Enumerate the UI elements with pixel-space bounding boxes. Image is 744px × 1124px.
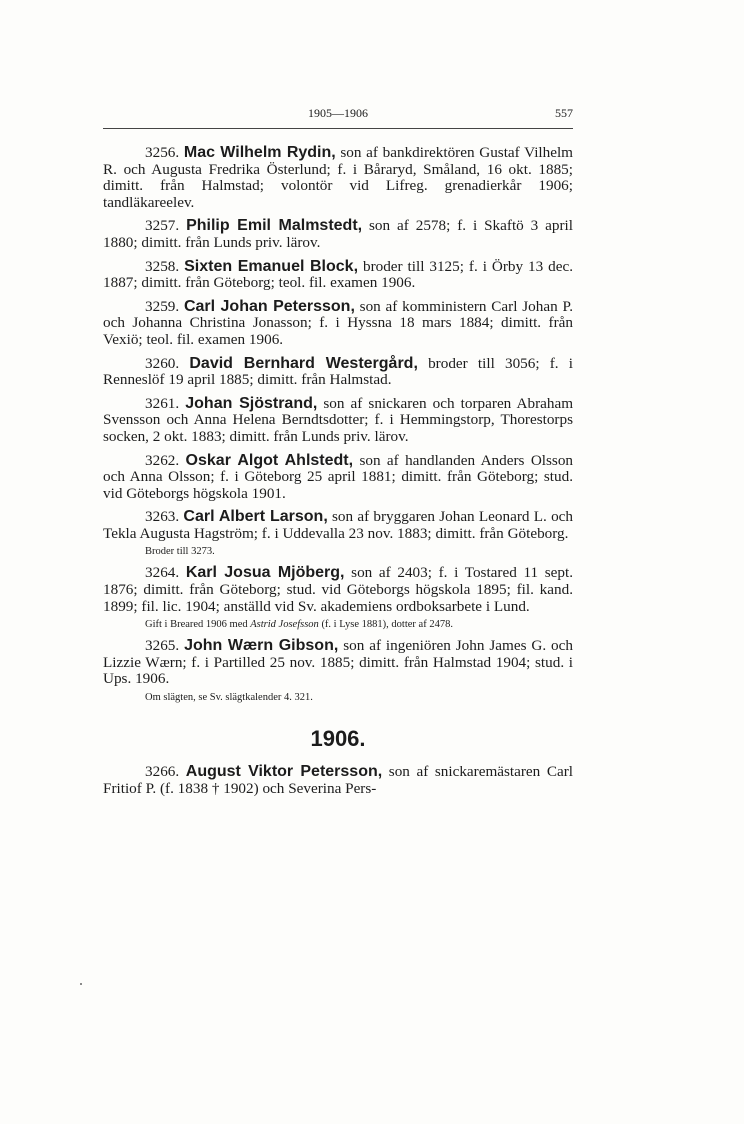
entry-list bbox=[103, 145, 573, 797]
entry-3258: 3258. Sixten Emanuel Block, broder till 3125; f. i Örby 13 dec. 1887; dimitt. från Göteborg; teol. fil. examen 1906. bbox=[103, 257, 574, 292]
book-page bbox=[103, 106, 573, 804]
header-rule bbox=[103, 128, 573, 129]
section-year-heading: 1906. bbox=[310, 726, 366, 752]
page-number: 557 bbox=[555, 106, 573, 120]
entry-note: Broder till 3273. bbox=[145, 546, 215, 558]
entry-3264: 3264. Karl Josua Mjöberg, son af 2403; f. i Tostared 11 sept. 1876; dimitt. från Göteborg; stud. vid Göteborgs högskola 1895; fil. kand. 1899; fil. lic. 1904; anställd vid Sv. akademiens ordboksarbete i Lund. bbox=[103, 564, 574, 615]
running-header bbox=[103, 106, 573, 126]
entry-name: Carl Johan Petersson, bbox=[183, 297, 355, 315]
entry-name: Oskar Algot Ahlstedt, bbox=[185, 451, 354, 469]
entry-name: August Viktor Petersson, bbox=[185, 763, 383, 781]
entry-3263: 3263. Carl Albert Larson, son af bryggaren Johan Leonard L. och Tekla Augusta Hagström; f. i Uddevalla 23 nov. 1883; dimitt. från Göteborg. bbox=[103, 508, 573, 542]
entry-3256: 3256. Mac Wilhelm Rydin, son af bankdirektören Gustaf Vilhelm R. och Augusta Fredrika Österlund; f. i Båraryd, Småland, 16 okt. 1885; dimitt. från Halmstad; volontör vid Lifreg. grenadierkår 1906; tandläkareelev. bbox=[103, 144, 573, 211]
entry-name: Mac Wilhelm Rydin, bbox=[183, 144, 336, 161]
entry-3265: 3265. John Wærn Gibson, son af ingeniören John James G. och Lizzie Wærn; f. i Partilled 25 nov. 1885; dimitt. från Halmstad 1904; stud. i Ups. 1906. bbox=[103, 637, 573, 688]
entry-name: Johan Sjöstrand, bbox=[185, 394, 318, 412]
entry-3260: 3260. David Bernhard Westergård, broder till 3056; f. i Renneslöf 19 april 1885; dimitt. från Halmstad. bbox=[103, 354, 574, 389]
entry-3266: 3266. August Viktor Petersson, son af snickaremästaren Carl Fritiof P. (f. 1838 † 1902) och Severina Pers- bbox=[103, 763, 574, 797]
entry-name: Karl Josua Mjöberg, bbox=[185, 564, 345, 582]
page-speck bbox=[80, 983, 82, 985]
entry-3262: 3262. Oskar Algot Ahlstedt, son af handlanden Anders Olsson och Anna Olsson; f. i Göteborg 25 april 1881; dimitt. från Göteborg; stud. vid Göteborgs högskola 1901. bbox=[103, 451, 574, 502]
entry-name: David Bernhard Westergård, bbox=[189, 354, 418, 372]
entry-name: Sixten Emanuel Block, bbox=[184, 257, 359, 275]
entry-name: Carl Albert Larson, bbox=[183, 508, 328, 526]
entry-name: Philip Emil Malmstedt, bbox=[186, 217, 363, 235]
header-years: 1905—1906 bbox=[308, 106, 368, 120]
entry-3261: 3261. Johan Sjöstrand, son af snickaren och torparen Abraham Svensson och Anna Helena Berndtsdotter; f. i Hemmingstorp, Thorestorps socken, 2 okt. 1883; dimitt. från Lunds priv. lärov. bbox=[103, 394, 574, 445]
entry-note: Gift i Breared 1906 med Astrid Josefsson (f. i Lyse 1881), dotter af 2478. bbox=[145, 619, 453, 631]
entry-note: Om slägten, se Sv. slägtkalender 4. 321. bbox=[145, 692, 313, 704]
entry-3257: 3257. Philip Emil Malmstedt, son af 2578; f. i Skaftö 3 april 1880; dimitt. från Lunds priv. lärov. bbox=[103, 217, 573, 251]
entry-name: John Wærn Gibson, bbox=[184, 637, 339, 655]
entry-3259: 3259. Carl Johan Petersson, son af komministern Carl Johan P. och Johanna Christina Jonasson; f. i Hyssna 18 mars 1884; dimitt. från Vexiö; teol. fil. examen 1906. bbox=[103, 297, 574, 348]
